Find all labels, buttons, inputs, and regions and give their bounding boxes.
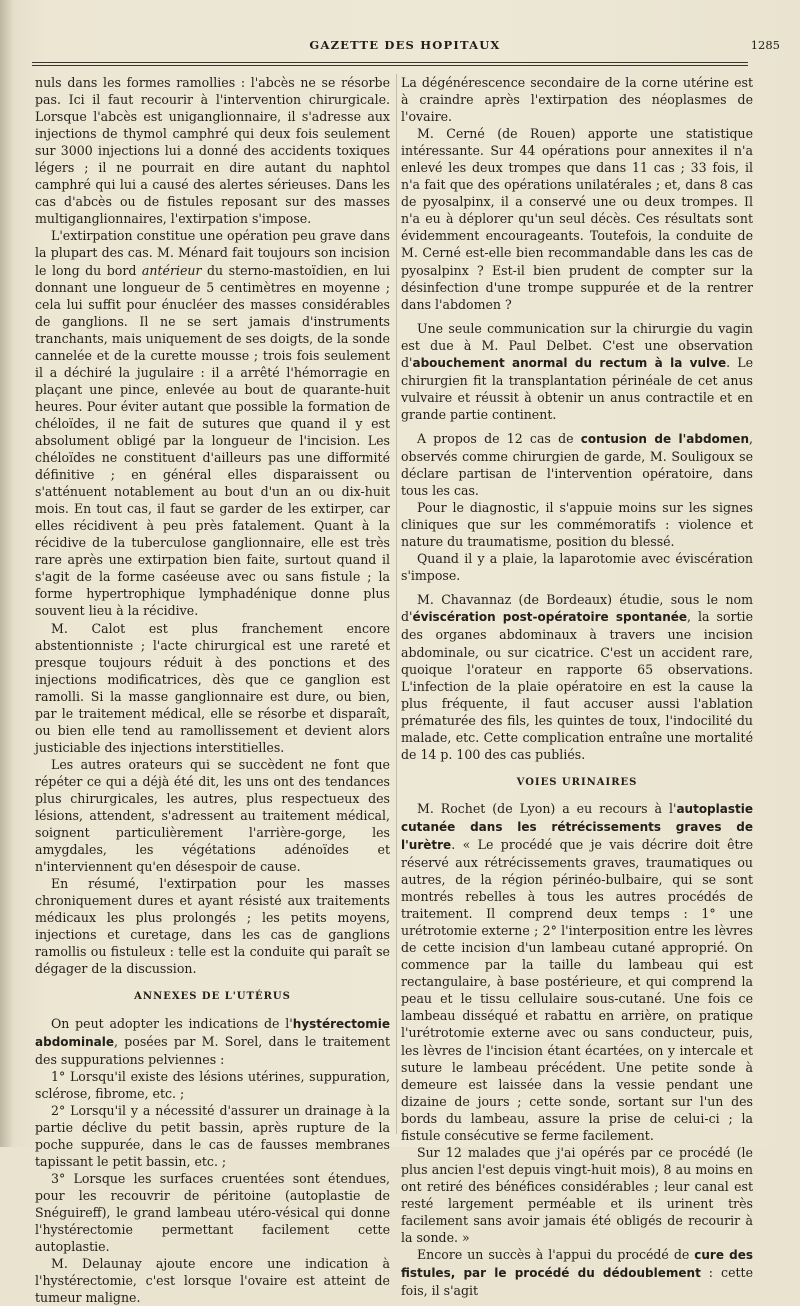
paragraph bbox=[401, 1246, 753, 1299]
paragraph: M. Cerné (de Rouen) apporte une statistique intéressante. Sur 44 opérations pour annexites il n'a enlevé les deux trompes que dans 11 cas ; 33 fois, il n'a fait que des opérations unilatérales ; et, dans 8 cas de pyosalpinx, il a conservé une ou deux trompes. Il n'a eu à déplorer qu'un seul décès. Ces résultats sont évidemment encourageants. Toutefois, la conduite de M. Cerné est-elle bien recommandable dans les cas de pyosalpinx ? Est-il bien prudent de compter sur la désinfection d'une trompe suppurée et de la rentrer dans l'abdomen ? bbox=[401, 126, 753, 312]
italic-text: antérieur bbox=[141, 262, 202, 278]
bold-text: hystérectomie abdominale bbox=[35, 1016, 390, 1049]
section-heading: VOIES URINAIRES bbox=[516, 776, 638, 788]
text-run: , posées par M. Sorel, dans le traitement des suppurations pelviennes : bbox=[35, 1033, 390, 1067]
text-run: du sterno-mastoïdien, en lui donnant une longueur de 5 centimètres en moyenne ; cela lui suffit pour énucléer des masses considérables de ganglions. Il ne se sert jamais d'instruments tranchants, mais uniquement de ses doigts, de la sonde cannelée et de la curette mousse ; trois fois seulement il a déchiré la jugulaire : il a arrêté l'hémorragie en plaçant une pince, enlevée au bout de quarante-huit heures. Pour éviter autant que possible la formation de chéloïdes, il ne fait de sutures que quand il y est absolument obligé par la longueur de l'incision. Les chéloïdes ne constituent d'ailleurs pas une difformité définitive ; en général elles disparaissent ou s'atténuent notablement au bout d'un an ou dix-huit mois. En tout cas, il faut se garder de les extirper, car elles récidivent à peu près fatalement. Quant à la récidive de la tuberculose ganglionnaire, elle est très rare après une extirpation bien faite, surtout quand il s'agit de la forme caséeuse avec ou sans fistule ; la forme hypertrophique lymphadénique donne plus souvent lieu à la récidive. bbox=[35, 262, 390, 619]
bold-text: abouchement anormal du rectum à la vulve bbox=[412, 355, 727, 370]
bold-text: contusion de l'abdomen bbox=[580, 431, 749, 446]
paragraph bbox=[401, 591, 753, 762]
text-run: Encore un succès à l'appui du procédé de bbox=[417, 1247, 695, 1263]
left-column bbox=[35, 74, 390, 1306]
text-run: L'extirpation constitue une opération peu grave dans la plupart des cas. M. Ménard fait toujours son incision le long du bord bbox=[35, 228, 390, 278]
paragraph: Pour le diagnostic, il s'appuie moins sur les signes cliniques que sur les commémoratifs : violence et nature du traumatisme, position du blessé. bbox=[401, 500, 753, 550]
paragraph: M. Delaunay ajoute encore une indication à l'hystérectomie, c'est lorsque l'ovaire est atteint de tumeur maligne. bbox=[35, 1256, 390, 1306]
paragraph: La dégénérescence secondaire de la corne utérine est à craindre après l'extirpation des néoplasmes de l'ovaire. bbox=[401, 75, 753, 125]
bold-text: autoplastie cutanée dans les rétrécissements graves de l'urètre bbox=[401, 801, 753, 852]
section-heading: ANNEXES DE L'UTÉRUS bbox=[134, 991, 291, 1003]
text-run: A propos de 12 cas de bbox=[417, 430, 581, 446]
paragraph: En résumé, l'extirpation pour les masses chroniquement dures et ayant résisté aux traitements médicaux les plus prolongés ; les petits moyens, injections et curetage, dans les cas de ganglions ramollis ou fistuleux : telle est la conduite qui paraît se dégager de la discussion. bbox=[35, 876, 390, 977]
right-column bbox=[401, 74, 753, 1299]
page-header bbox=[30, 38, 780, 58]
paragraph: Les autres orateurs qui se succèdent ne font que répéter ce qui a déjà été dit, les uns ont des tendances plus chirurgicales, les autres, plus respectueux des lésions, attendent, s'adressent au traitement médical, soignent particulièrement l'arrière-gorge, les amygdales, les végétations adénoïdes et n'interviennent qu'en désespoir de cause. bbox=[35, 756, 390, 875]
paragraph: M. Calot est plus franchement encore abstentionniste ; l'acte chirurgical est une rareté et presque toujours réduit à des ponctions et des injections modificatrices, dès que ce ganglion est ramolli. Si la masse ganglionnaire est dure, ou bien, par le traitement médical, elle se résorbe et disparaît, ou bien elle tend au ramollissement et devient alors justiciable des injections interstitielles. bbox=[35, 620, 390, 755]
paragraph bbox=[35, 1015, 390, 1068]
list-item: 3° Lorsque les surfaces cruentées sont étendues, pour les recouvrir de péritoine (autoplastie de Snéguireff), le grand lambeau utéro-vésical qui donne l'hystérectomie permettant facilement cette autoplastie. bbox=[35, 1170, 390, 1255]
paragraph bbox=[401, 800, 753, 1144]
text-run: . « Le procédé que je vais décrire doit être réservé aux rétrécissements graves, traumatiques ou autres, de la région périnéo-bulbaire, qui se sont montrés rebelles à tous les autres procédés de traitement. Il comprend deux temps : 1° une urétrotomie externe ; 2° l'interposition entre les lèvres de cette incision d'un lambeau cutané approprié. On commence par la taille du lambeau qui est rectangulaire, à base postérieure, et qui comprend la peau et le tissu cellulaire sous-cutané. Une fois ce lambeau disséqué et rabattu en arrière, on pratique l'urétrotomie externe avec ou sans conducteur, puis, les lèvres de l'incision étant écartées, on y intercale et suture le lambeau précédent. Une petite sonde à demeure est laissée dans la vessie pendant une dizaine de jours ; cette sonde, sortant sur l'un des bords du lambeau, assure la prise de celui-ci ; la fistule consécutive se ferme facilement. bbox=[401, 836, 753, 1143]
page-edge-shadow bbox=[0, 0, 14, 1147]
text-run: Une seule communication sur la chirurgie du vagin est due à M. Paul Delbet. C'est une observation d' bbox=[401, 320, 753, 370]
text-run: , la sortie des organes abdominaux à travers une incision abdominale, ou sur cicatrice. C'est un accident rare, quoique l'orateur en rapporte 65 observations. L'infection de la plaie opératoire en est la cause la plus fréquente, il faut accuser aussi l'ablation prématurée des fils, les quintes de toux, l'indocilité du malade, etc. Cette complication entraîne une mortalité de 14 p. 100 des cas publiés. bbox=[401, 609, 753, 762]
header-rule-top bbox=[32, 62, 748, 63]
paragraph bbox=[401, 320, 753, 423]
paragraph: nuls dans les formes ramollies : l'abcès ne se résorbe pas. Ici il faut recourir à l'intervention chirurgicale. Lorsque l'abcès est uniganglionnaire, il s'adresse aux injections de thymol camphré qui deux fois seulement sur 3000 injections lui a donné des accidents toxiques légers ; il ne pourrait en dire autant du naphtol camphré qui lui a causé des alertes sérieuses. Dans les cas d'abcès ou de fistules reposant sur des masses multiganglionnaires, l'extirpation s'impose. bbox=[35, 75, 390, 227]
list-item: 2° Lorsqu'il y a nécessité d'assurer un drainage à la partie déclive du petit bassin, après rupture de la poche suppurée, dans le cas de fausses membranes tapissant le petit bassin, etc. ; bbox=[35, 1102, 390, 1169]
list-item: 1° Lorsqu'il existe des lésions utérines, suppuration, sclérose, fibrome, etc. ; bbox=[35, 1068, 390, 1101]
paragraph bbox=[401, 430, 753, 499]
text-run: . Le chirurgien fit la transplantation périnéale de cet anus vulvaire et réussit à obtenir un anus contractile et en grande partie continent. bbox=[401, 354, 754, 422]
header-rule-bottom bbox=[32, 65, 748, 66]
page-number: 1285 bbox=[750, 38, 780, 52]
text-run: : cette fois, il s'agit bbox=[401, 1265, 754, 1299]
bold-text: éviscération post-opératoire spontanée bbox=[412, 610, 688, 625]
running-title: GAZETTE DES HOPITAUX bbox=[309, 38, 501, 52]
paragraph bbox=[35, 227, 390, 619]
column-divider bbox=[396, 74, 397, 1134]
text-run: M. Rochet (de Lyon) a eu recours à l' bbox=[417, 800, 677, 816]
bold-text: cure des fistules, par le procédé du dédoublement bbox=[401, 1248, 754, 1281]
text-run: , observés comme chirurgien de garde, M. Souligoux se déclare partisan de l'intervention opératoire, dans tous les cas. bbox=[401, 430, 753, 499]
paragraph: Sur 12 malades que j'ai opérés par ce procédé (le plus ancien l'est depuis vingt-huit mois), 8 au moins en ont retiré des bénéfices considérables ; leur canal est resté largement perméable et ils urinent très facilement sans avoir jamais été obligés de recourir à la sonde. » bbox=[401, 1144, 753, 1246]
text-run: On peut adopter les indications de l' bbox=[51, 1015, 293, 1031]
paragraph: Quand il y a plaie, la laparotomie avec éviscération s'impose. bbox=[401, 551, 753, 584]
text-run: M. Chavannaz (de Bordeaux) étudie, sous le nom d' bbox=[401, 592, 753, 625]
